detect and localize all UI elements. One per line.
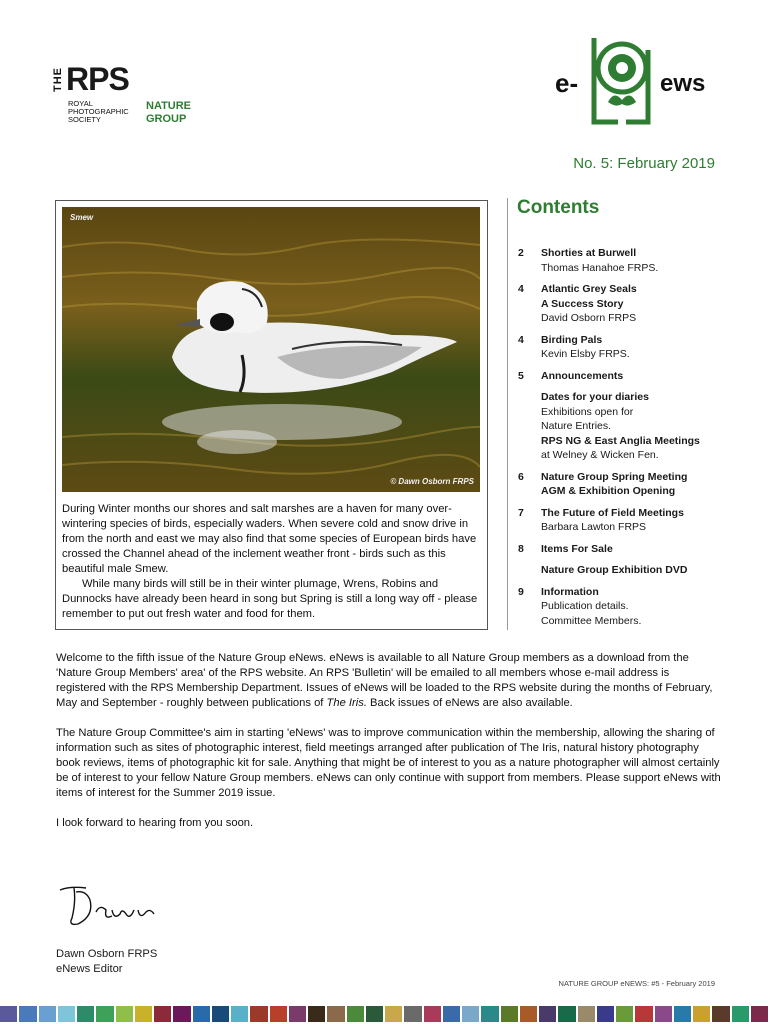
stripe-swatch [270,1006,287,1022]
stripe-swatch [58,1006,75,1022]
stripe-swatch [173,1006,190,1022]
stripe-swatch [308,1006,325,1022]
toc-page-number: 8 [518,542,524,555]
toc-detail: Nature Entries. [541,420,612,432]
stripe-swatch [616,1006,633,1022]
page-footer: NATURE GROUP eNEWS: #5 - February 2019 [558,979,715,988]
toc-title: Dates for your diaries [541,391,649,403]
enews-logo [555,30,725,130]
rps-the-label: THE [52,67,64,92]
enews-logo-ews: ews [660,70,706,97]
toc-author: Thomas Hanahoe FRPS. [541,261,659,274]
toc-author: Kevin Elsby FRPS. [541,348,630,360]
stripe-swatch [0,1006,17,1022]
enews-flower-icon [582,30,662,130]
stripe-swatch [96,1006,113,1022]
toc-item[interactable] [518,246,758,275]
toc-title: AGM & Exhibition Opening [541,485,676,497]
stripe-swatch [732,1006,749,1022]
editor-role: eNews Editor [56,963,123,975]
stripe-swatch [501,1006,518,1022]
stripe-swatch [481,1006,498,1022]
iris-title: The Iris. [326,697,367,709]
color-stripe-footer [0,1006,770,1022]
toc-item[interactable] [518,563,758,578]
editorial-paragraph: The Nature Group Committee's aim in starting 'eNews' was to improve communication within the membership, allowing the sharing of information such as sites of photographic interest, field meetings arranged after publication of The Iris, natural history photography book reviews, items of photographic kit for sale. Anything that might be of interest to you as a nature photographer will almost certainly be of interest to your fellow Nature Group members. eNews can only continue with support from members. Please support eNews with items of interest for the Summer 2019 issue. [56,727,721,799]
stripe-swatch [712,1006,729,1022]
issue-number: No. 5: February 2019 [573,155,715,172]
toc-title: Atlantic Grey Seals [541,283,637,295]
stripe-swatch [520,1006,537,1022]
toc-page-number: 4 [518,283,524,295]
toc-detail: Exhibitions open for [541,405,634,418]
stripe-swatch [250,1006,267,1022]
stripe-swatch [347,1006,364,1022]
stripe-swatch [135,1006,152,1022]
stripe-swatch [212,1006,229,1022]
stripe-swatch [655,1006,672,1022]
editorial-paragraph: I look forward to hearing from you soon. [56,817,254,829]
stripe-swatch [385,1006,402,1022]
toc-page-number: 9 [518,585,524,598]
toc-page-number: 6 [518,470,524,483]
toc-detail: Committee Members. [541,614,642,627]
editor-credit [56,947,157,977]
intro-text [62,502,482,622]
contents-divider [507,198,508,630]
rps-logo [48,50,248,130]
toc-item[interactable] [518,506,758,535]
toc-author: David Osborn FRPS [541,312,637,324]
stripe-swatch [116,1006,133,1022]
editorial-text: Back issues of eNews are also available. [366,697,573,709]
stripe-swatch [231,1006,248,1022]
stripe-swatch [19,1006,36,1022]
toc-item[interactable] [518,282,758,326]
photo-caption: Smew [70,213,94,222]
editorial-text: Welcome to the fifth issue of the Nature Group eNews. eNews is available to all Nature Group members as a download from the 'Nature Group Members' area' of the RPS website. An RPS 'Bulletin' will be emailed to all members whose e-mail address is registered with the RPS Membership Department. Issues of eNews will be loaded to the RPS website during the months of February, May and September - roughly between publications of [56,652,713,709]
photo-credit: © Dawn Osborn FRPS [390,477,474,486]
toc-title: Items For Sale [541,542,613,555]
stripe-swatch [193,1006,210,1022]
intro-paragraph: During Winter months our shores and salt marshes are a haven for many over-wintering species of birds, especially waders. When severe cold and snow drive in from the north and east we may also find that some species of European birds have crossed the Channel ahead of the inclement weather front - birds such as this beautiful male Smew. [62,503,477,575]
stripe-swatch [39,1006,56,1022]
toc-title: A Success Story [541,297,624,310]
nature-group-label: NATURE GROUP [146,100,192,125]
stripe-swatch [751,1006,768,1022]
toc-page-number: 4 [518,333,524,346]
toc-detail: Publication details. [541,600,629,612]
toc-item[interactable] [518,369,758,384]
stripe-swatch [366,1006,383,1022]
stripe-swatch [578,1006,595,1022]
toc-title: RPS NG & East Anglia Meetings [541,434,700,447]
editor-name: Dawn Osborn FRPS [56,948,158,960]
toc-title: Nature Group Exhibition DVD [541,564,688,576]
rps-wordmark: RPS [66,61,129,97]
smew-illustration [62,207,480,492]
stripe-swatch [558,1006,575,1022]
stripe-swatch [693,1006,710,1022]
toc-item[interactable] [518,390,758,463]
stripe-swatch [443,1006,460,1022]
toc-title: Shorties at Burwell [541,247,637,259]
stripe-swatch [597,1006,614,1022]
toc-item[interactable] [518,585,758,629]
stripe-swatch [289,1006,306,1022]
toc-author: Barbara Lawton FRPS [541,521,647,533]
editorial-body [56,651,721,846]
smew-photo [62,207,480,492]
toc-page-number: 2 [518,247,524,259]
stripe-swatch [462,1006,479,1022]
stripe-swatch [635,1006,652,1022]
toc-item[interactable] [518,333,758,362]
contents-title: Contents [517,197,600,218]
editorial-paragraph [56,651,721,711]
toc-page-number: 7 [518,506,524,519]
toc-title: Birding Pals [541,333,603,346]
intro-paragraph: While many birds will still be in their winter plumage, Wrens, Robins and Dunnocks have already been heard in song but Spring is still a long way off - please remember to put out fresh water and food for them. [62,578,478,620]
stripe-swatch [404,1006,421,1022]
toc-detail: at Welney & Wicken Fen. [541,449,659,461]
toc-item[interactable] [518,542,758,557]
table-of-contents [518,246,758,635]
enews-logo-e: e- [555,68,579,98]
toc-title: The Future of Field Meetings [541,506,684,519]
stripe-swatch [154,1006,171,1022]
rps-society-name: ROYAL PHOTOGRAPHIC SOCIETY [68,99,129,124]
toc-title: Nature Group Spring Meeting [541,470,688,483]
editor-signature [56,880,166,935]
toc-page-number: 5 [518,369,524,382]
stripe-swatch [327,1006,344,1022]
stripe-swatch [674,1006,691,1022]
stripe-swatch [424,1006,441,1022]
toc-item[interactable] [518,470,758,499]
toc-title: Announcements [541,369,624,382]
toc-title: Information [541,585,599,598]
stripe-swatch [539,1006,556,1022]
stripe-swatch [77,1006,94,1022]
